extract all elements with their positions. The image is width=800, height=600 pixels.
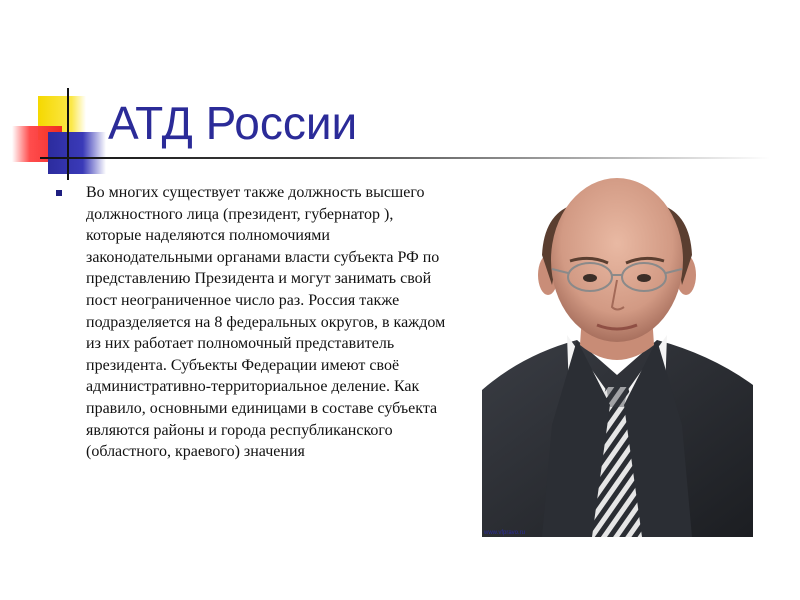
title-underline bbox=[40, 157, 770, 159]
decor-blue-square bbox=[48, 132, 106, 174]
slide-body-text: Во многих существует также должность высшего должностного лица (президент, губернатор ), которые наделяются полномочиями законодательными органами власти субъекта РФ по представлению Президента и могут занимать свой пост неограниченное число раз. Россия также подразделяется на 8 федеральных округов, в каждом из них работает полномочный представитель президента. Субъекты Федерации имеют своё административно-территориальное деление. Как правило, основными единицами в составе субъекта являются районы и города республиканского (областного, краевого) значения bbox=[86, 184, 446, 461]
decor-vertical-line bbox=[67, 88, 69, 180]
photo-caption: www.vfpravo.ru bbox=[484, 530, 526, 536]
slide-title: АТД России bbox=[108, 97, 358, 149]
portrait-illustration bbox=[482, 175, 753, 537]
bullet-square-icon bbox=[56, 190, 62, 196]
portrait-photo bbox=[482, 175, 753, 537]
